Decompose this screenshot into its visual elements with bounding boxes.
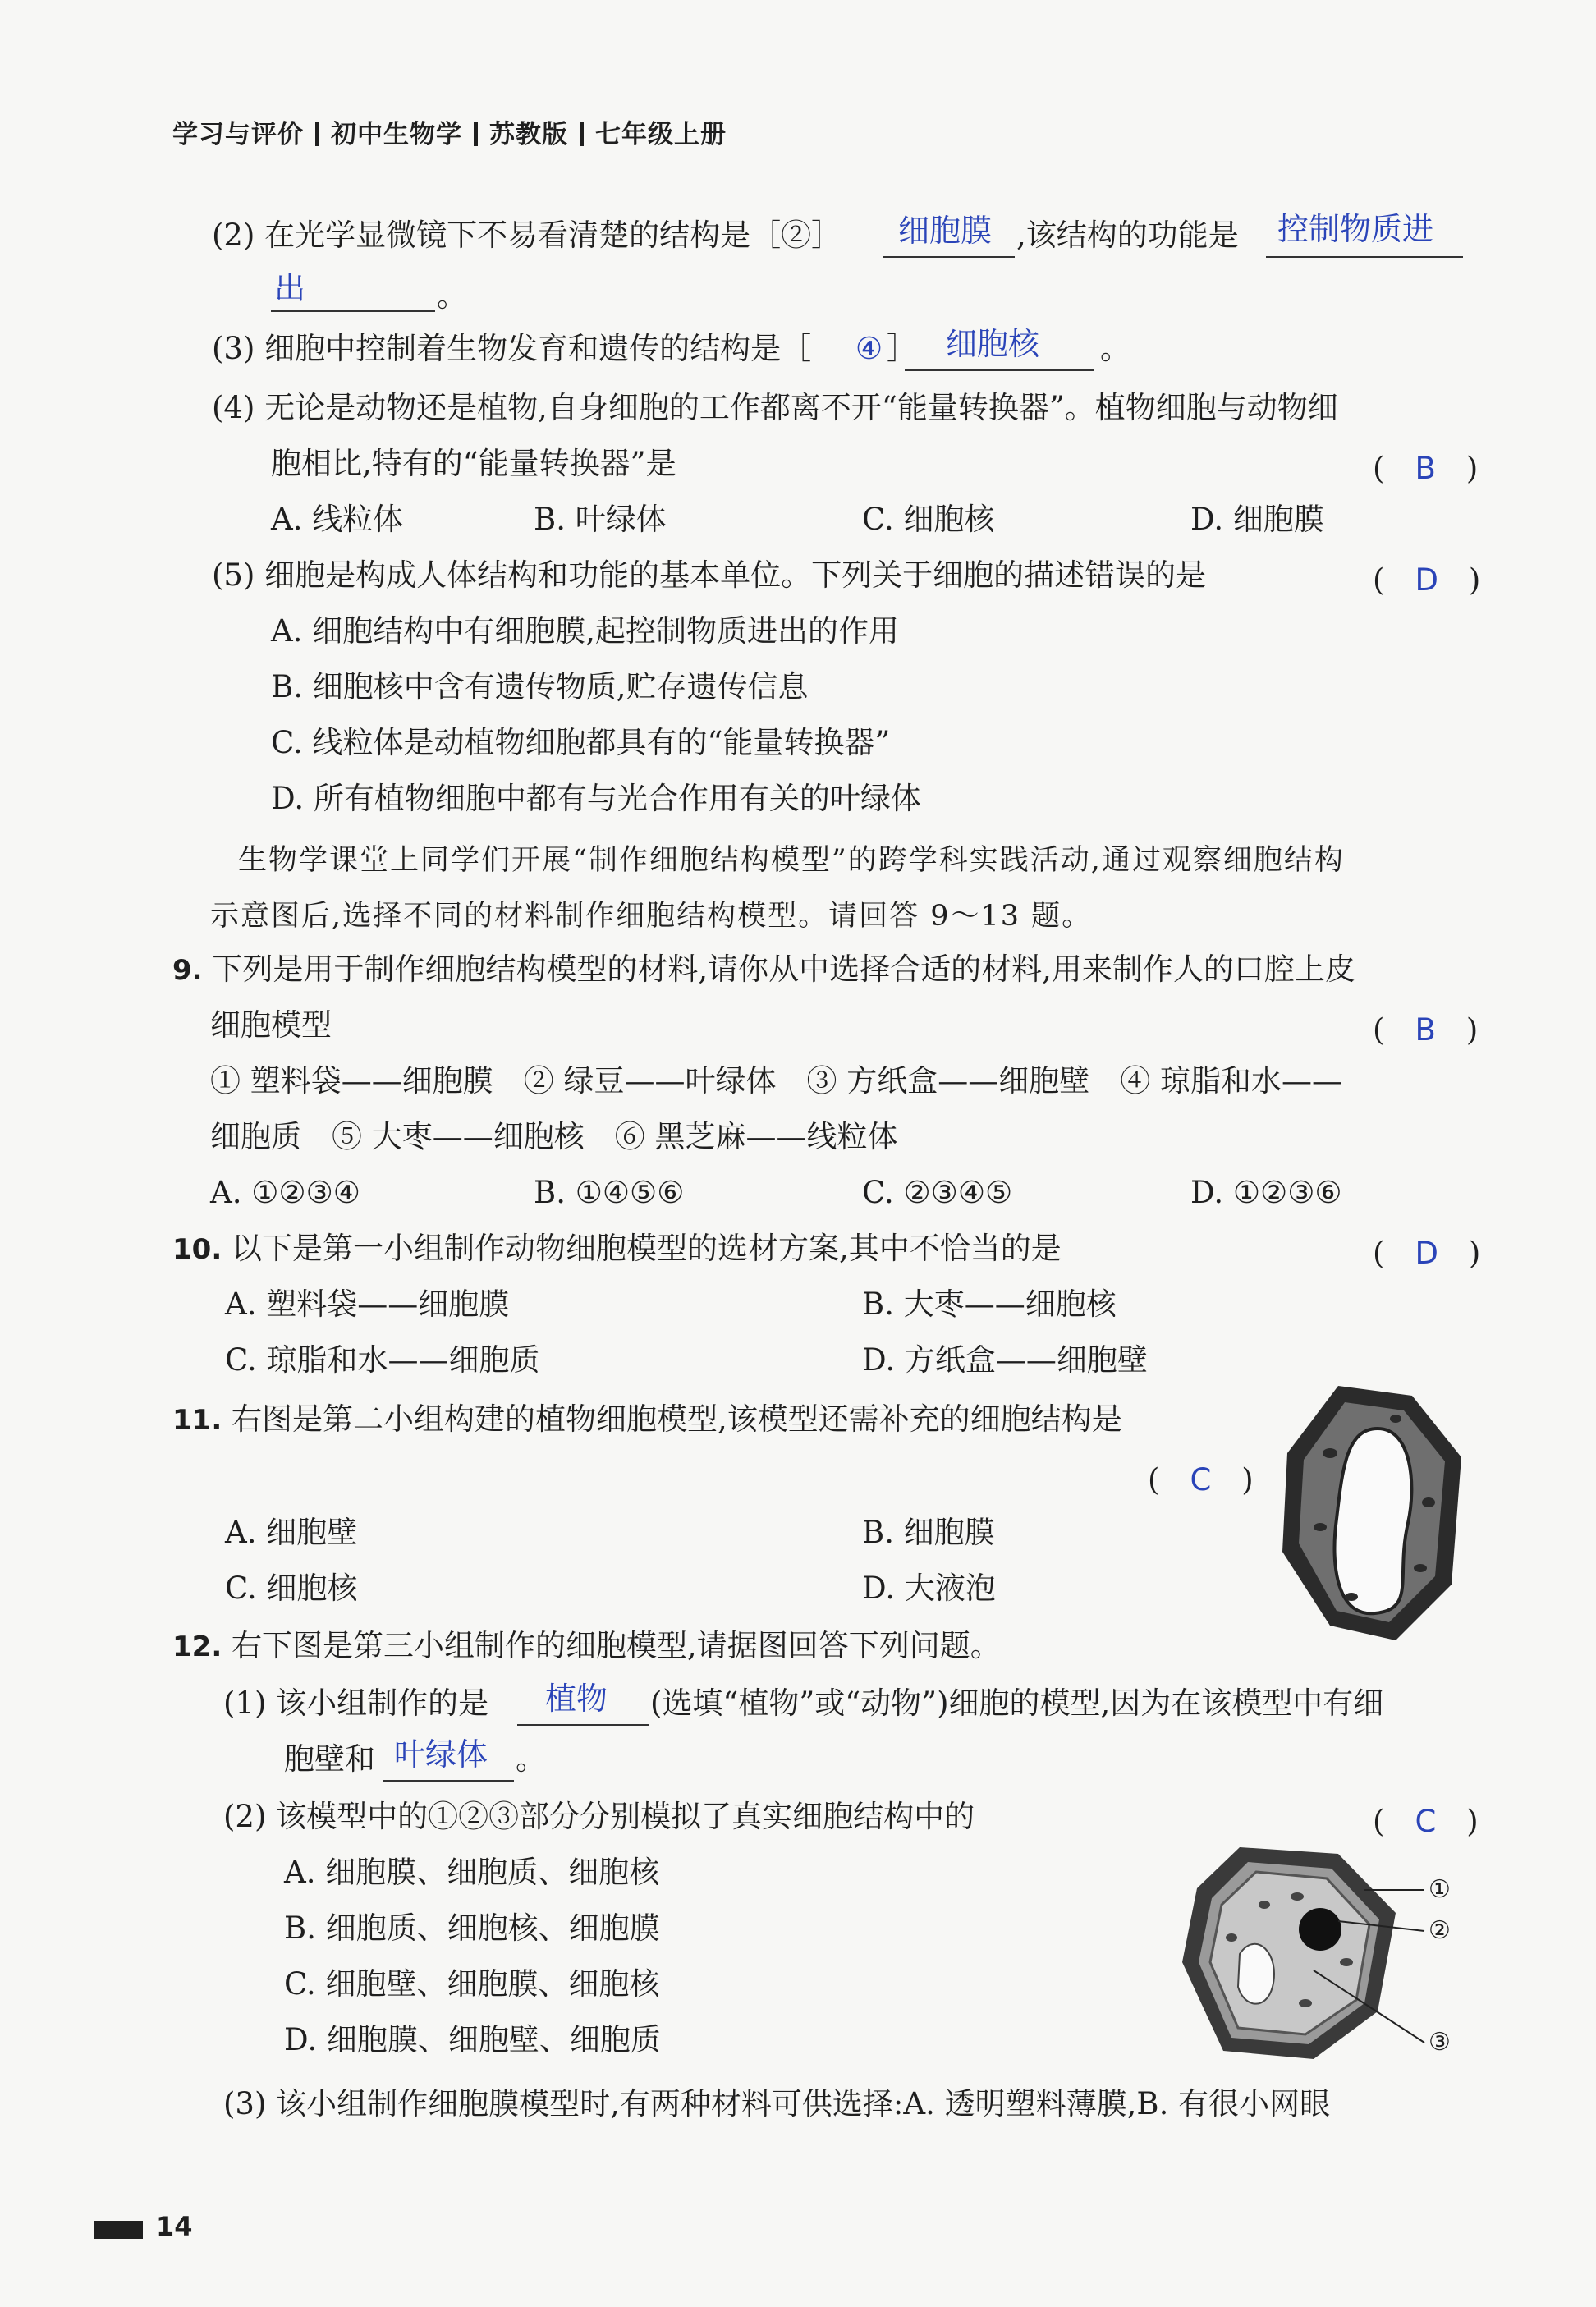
answer-paren: ( C ) [1373, 1804, 1479, 1839]
option-d: D. 所有植物细胞中都有与光合作用有关的叶绿体 [271, 781, 921, 816]
page-header [172, 113, 727, 150]
option-d: D. 大液泡 [862, 1571, 996, 1606]
plant-cell-model-figure [1273, 1379, 1478, 1642]
option-a: A. ①②③④ [210, 1175, 360, 1210]
option-c: C. 细胞壁、细胞膜、细胞核 [284, 1966, 660, 2002]
answer-paren: ( D ) [1373, 562, 1481, 598]
answer-blank [883, 256, 1015, 258]
answer-blank [383, 1780, 514, 1782]
page-number-bar [94, 2221, 143, 2239]
answer-paren: ( B ) [1373, 1012, 1479, 1048]
q9-materials-line1: ① 塑料袋——细胞膜 ② 绿豆——叶绿体 ③ 方纸盒——细胞壁 ④ 琼脂和水—— [210, 1063, 1343, 1098]
q9-line2: 细胞模型 [210, 1007, 332, 1043]
header-divider [315, 122, 319, 146]
q12-1-text-c: 胞壁和 [284, 1741, 375, 1777]
handwritten-answer: 出 [274, 270, 306, 306]
header-book: 学习与评价 [172, 120, 304, 149]
question-number: 11. [172, 1404, 222, 1437]
option-b: B. 细胞质、细胞核、细胞膜 [284, 1910, 660, 1946]
option-a: A. 细胞结构中有细胞膜,起控制物质进出的作用 [271, 613, 900, 649]
handwritten-answer: B [1415, 451, 1436, 486]
callout-2: ② [1429, 1916, 1451, 1945]
question-10 [172, 1228, 1062, 1270]
answer-paren: ( B ) [1373, 451, 1479, 486]
question-12 [172, 1626, 1001, 1667]
option-d: D. 细胞膜、细胞壁、细胞质 [284, 2022, 661, 2057]
option-a: A. 细胞膜、细胞质、细胞核 [284, 1855, 660, 1890]
question-number: 12. [172, 1630, 222, 1663]
page-number: 14 [156, 2211, 193, 2242]
q8-2-text-b: ,该结构的功能是 [1016, 218, 1239, 253]
header-divider [474, 122, 478, 146]
answer-paren: ( D ) [1373, 1236, 1481, 1271]
q11-stem: 右图是第二小组构建的植物细胞模型,该模型还需补充的细胞结构是 [232, 1401, 1122, 1437]
option-a: A. 细胞壁 [225, 1515, 358, 1550]
handwritten-answer: 植物 [545, 1681, 608, 1717]
period: 。 [1100, 331, 1130, 366]
period: 。 [516, 1741, 546, 1777]
q8-4-line1: (4) 无论是动物还是植物,自身细胞的工作都离不开“能量转换器”。植物细胞与动物细 [212, 390, 1338, 425]
q8-3-text-b: ］ [887, 331, 917, 366]
question-9 [172, 949, 1355, 991]
q8-2-text-a: (2) 在光学显微镜下不易看清楚的结构是［②］ [212, 218, 842, 253]
option-b: B. 叶绿体 [534, 502, 667, 537]
activity-intro-line2: 示意图后,选择不同的材料制作细胞结构模型。请回答 9～13 题。 [210, 900, 1093, 933]
q8-5-stem: (5) 细胞是构成人体结构和功能的基本单位。下列关于细胞的描述错误的是 [212, 557, 1207, 593]
handwritten-answer: 控制物质进 [1277, 211, 1434, 247]
handwritten-answer: 细胞核 [946, 326, 1040, 362]
callout-1: ① [1429, 1875, 1451, 1904]
handwritten-answer: C [1415, 1804, 1437, 1839]
option-c: C. 细胞核 [225, 1571, 358, 1606]
option-c: C. 线粒体是动植物细胞都具有的“能量转换器” [271, 725, 891, 760]
period: 。 [437, 278, 467, 314]
question-number: 10. [172, 1233, 222, 1266]
q10-stem: 以下是第一小组制作动物细胞模型的选材方案,其中不恰当的是 [232, 1231, 1062, 1266]
answer-blank [271, 310, 435, 312]
handwritten-answer: B [1415, 1012, 1436, 1048]
callout-3: ③ [1429, 2028, 1451, 2057]
option-d: D. ①②③⑥ [1190, 1175, 1342, 1210]
option-d: D. 方纸盒——细胞壁 [862, 1342, 1148, 1378]
q9-materials-line2: 细胞质 ⑤ 大枣——细胞核 ⑥ 黑芝麻——线粒体 [210, 1119, 898, 1154]
handwritten-answer: 细胞膜 [898, 213, 993, 249]
question-11 [172, 1399, 1122, 1441]
q8-3-text-a: (3) 细胞中控制着生物发育和遗传的结构是［ [212, 331, 812, 366]
handwritten-answer: 叶绿体 [394, 1736, 488, 1773]
answer-blank [517, 1724, 649, 1726]
handwritten-answer: D [1415, 1236, 1438, 1271]
q12-1-text-b: (选填“植物”或“动物”)细胞的模型,因为在该模型中有细 [650, 1686, 1384, 1721]
option-b: B. 大枣——细胞核 [862, 1287, 1117, 1322]
answer-blank [1266, 256, 1463, 258]
answer-paren: ( C ) [1148, 1462, 1254, 1497]
header-subject: 初中生物学 [331, 120, 462, 149]
option-c: C. 琼脂和水——细胞质 [225, 1342, 540, 1378]
handwritten-answer: C [1190, 1462, 1212, 1497]
q8-4-line2: 胞相比,特有的“能量转换器”是 [271, 446, 676, 481]
question-number: 9. [172, 954, 203, 987]
option-a: A. 塑料袋——细胞膜 [225, 1287, 510, 1322]
q12-3-text: (3) 该小组制作细胞膜模型时,有两种材料可供选择:A. 透明塑料薄膜,B. 有很小网眼 [223, 2086, 1331, 2121]
answer-blank [905, 369, 1094, 371]
option-b: B. ①④⑤⑥ [534, 1175, 685, 1210]
q12-stem: 右下图是第三小组制作的细胞模型,请据图回答下列问题。 [232, 1628, 1001, 1663]
q12-1-text-a: (1) 该小组制作的是 [223, 1686, 489, 1721]
option-b: B. 细胞膜 [862, 1515, 995, 1550]
activity-intro-line1: 生物学课堂上同学们开展“制作细胞结构模型”的跨学科实践活动,通过观察细胞结构 [238, 844, 1345, 877]
option-d: D. 细胞膜 [1190, 502, 1324, 537]
handwritten-answer: D [1415, 562, 1438, 598]
option-c: C. ②③④⑤ [862, 1175, 1013, 1210]
option-b: B. 细胞核中含有遗传物质,贮存遗传信息 [271, 669, 809, 704]
option-a: A. 线粒体 [271, 502, 404, 537]
header-grade: 七年级上册 [595, 120, 727, 149]
option-c: C. 细胞核 [862, 502, 995, 537]
q12-2-stem: (2) 该模型中的①②③部分分别模拟了真实细胞结构中的 [223, 1799, 975, 1834]
handwritten-answer: ④ [855, 331, 883, 366]
header-edition: 苏教版 [489, 120, 568, 149]
q9-line1: 下列是用于制作细胞结构模型的材料,请你从中选择合适的材料,用来制作人的口腔上皮 [212, 952, 1355, 987]
header-divider [580, 122, 584, 146]
cell-model-figure [1174, 1839, 1453, 2069]
